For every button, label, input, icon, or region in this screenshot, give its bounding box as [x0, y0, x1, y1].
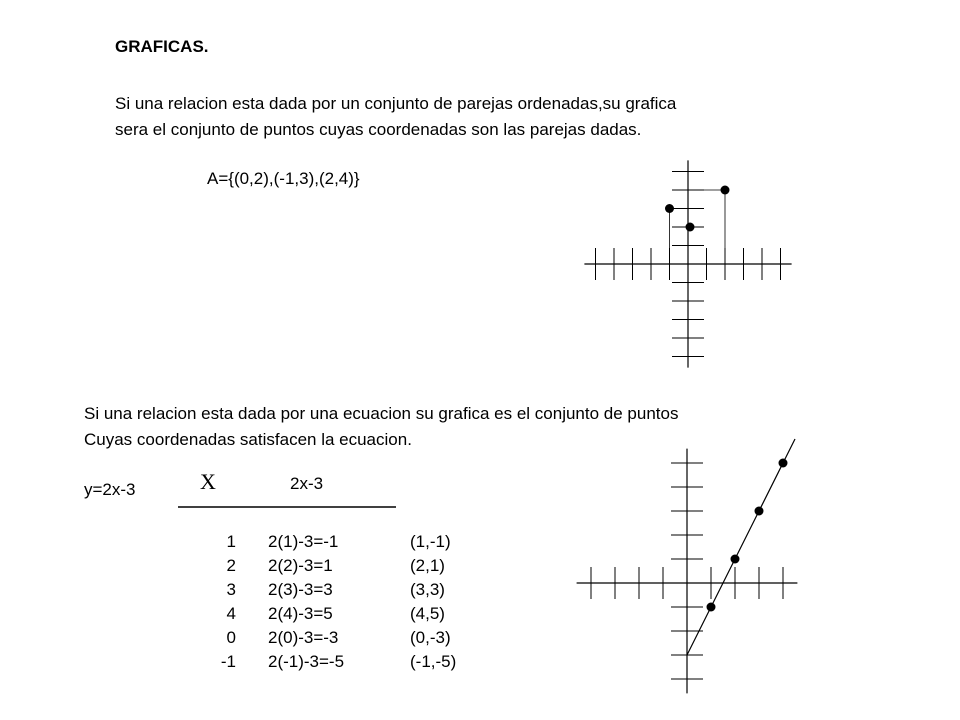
table-cell-expression: 2(1)-3=-1	[268, 532, 339, 551]
equation-line	[687, 439, 795, 655]
table-cell-x: 3	[226, 580, 236, 599]
intro-text-line-2: sera el conjunto de puntos cuyas coordenadas son las parejas dadas.	[115, 120, 642, 139]
equation-label: y=2x-3	[84, 480, 136, 499]
table-cell-x: 4	[226, 604, 236, 623]
table-header-x: X	[200, 469, 216, 494]
table-cell-pair: (-1,-5)	[410, 652, 457, 671]
table-cell-expression: 2(3)-3=3	[268, 580, 333, 599]
data-point	[707, 603, 716, 612]
table-cell-expression: 2(-1)-3=-5	[268, 652, 345, 671]
table-cell-pair: (2,1)	[410, 556, 445, 575]
table-cell-x: -1	[220, 652, 236, 671]
table-cell-expression: 2(4)-3=5	[268, 604, 333, 623]
table-cell-x: 2	[226, 556, 236, 575]
data-point	[779, 459, 788, 468]
data-point	[731, 555, 740, 564]
table-cell-pair: (0,-3)	[410, 628, 451, 647]
set-a-definition: A={(0,2),(-1,3),(2,4)}	[207, 169, 360, 188]
intro-text-line-1: Si una relacion esta dada por un conjunto de parejas ordenadas,su grafica	[115, 94, 677, 113]
table-header-expression: 2x-3	[290, 474, 324, 493]
equation-text-line-1: Si una relacion esta dada por una ecuacion su grafica es el conjunto de puntos	[84, 404, 679, 423]
equation-text-line-2: Cuyas coordenadas satisfacen la ecuacion.	[84, 430, 412, 449]
table-cell-pair: (3,3)	[410, 580, 445, 599]
table-cell-expression: 2(0)-3=-3	[268, 628, 339, 647]
table-cell-expression: 2(2)-3=1	[268, 556, 333, 575]
page-title: GRAFICAS.	[115, 37, 209, 56]
table-cell-x: 0	[226, 628, 236, 647]
table-cell-pair: (4,5)	[410, 604, 445, 623]
table-cell-pair: (1,-1)	[410, 532, 451, 551]
table-cell-x: 1	[226, 532, 236, 551]
data-point	[755, 507, 764, 516]
